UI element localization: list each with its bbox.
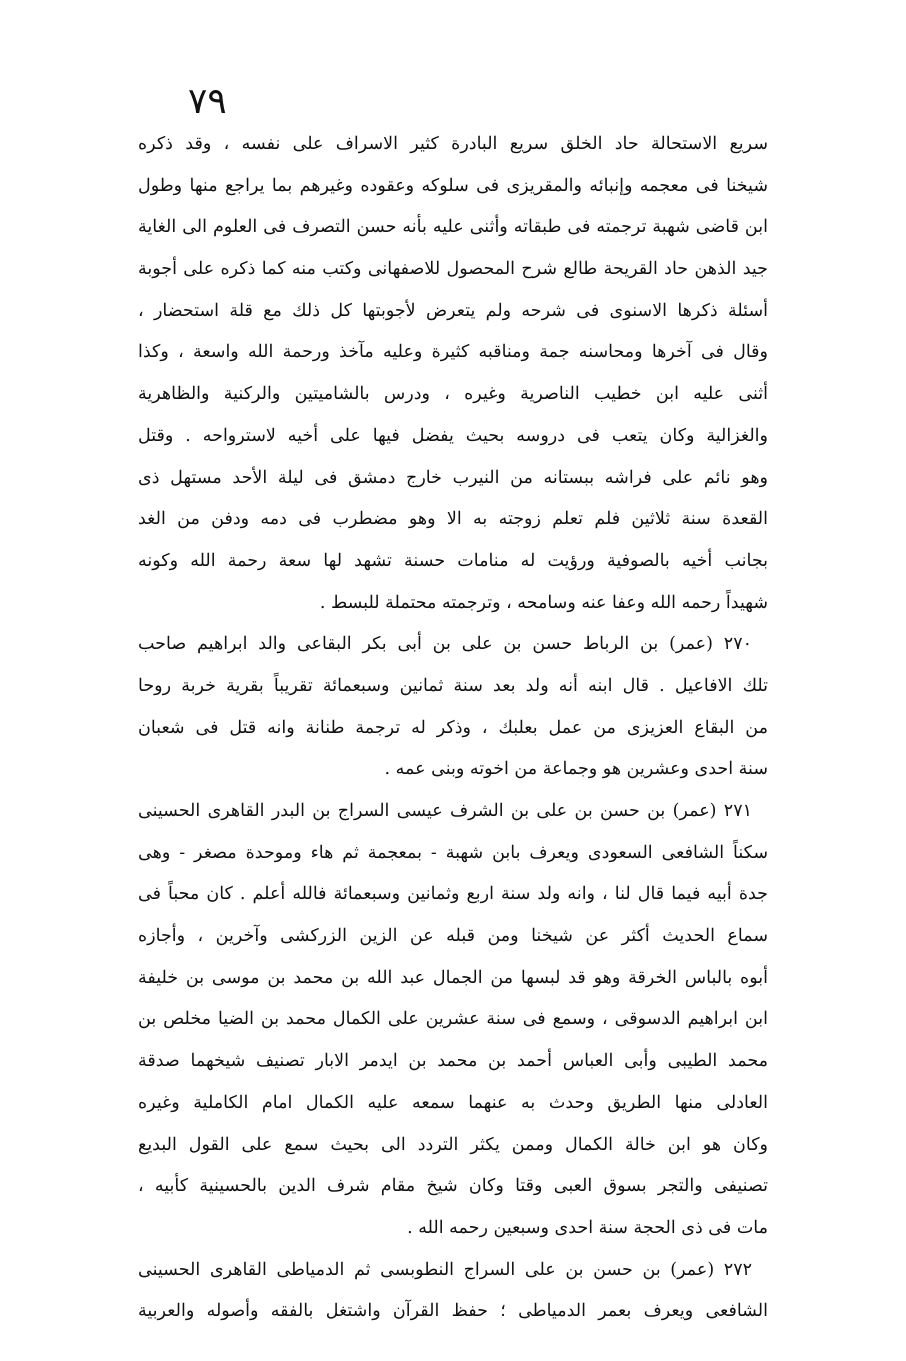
text-line: بجانب أخيه بالصوفية ورؤيت له منامات حسنة تشهد لها سعة رحمة الله وكونه bbox=[138, 550, 768, 571]
text-line: العادلى منها الطريق وحدث به عنهما سمعه عليه الكمال امام الكاملية وغيره bbox=[138, 1092, 768, 1113]
text-line: تلك الافاعيل . قال ابنه أنه ولد بعد سنة ثمانين وسبعمائة تقريباً بقرية خربة روحا bbox=[138, 675, 768, 696]
text-line: تصنيفى والتجر بسوق العبى وقتا وكان شيخ مقام شرف الدين بالحسينية كأبيه ، bbox=[138, 1176, 768, 1197]
text-line: محمد الطيبى وأبى العباس أحمد بن محمد بن ايدمر الابار تصنيف شيخهما صدقة bbox=[138, 1051, 768, 1072]
text-line: أثنى عليه ابن خطيب الناصرية وغيره ، ودرس بالشاميتين والركنية والظاهرية bbox=[138, 384, 768, 405]
text-line: الشافعى ويعرف بعمر الدمياطى ؛ حفظ القرآن واشتغل بالفقه وأصوله والعربية bbox=[138, 1301, 768, 1322]
text-line: شيخنا فى معجمه وإنبائه والمقريزى فى سلوكه وعقوده وغيرهم بما يراجع منها وطول bbox=[138, 175, 768, 196]
text-line: مات فى ذى الحجة سنة احدى وسبعين رحمه الله . bbox=[407, 1217, 768, 1238]
text-line: سماع الحديث أكثر عن شيخنا ومن قبله عن الزين الزركشى وآخرين ، وأجازه bbox=[138, 926, 768, 947]
text-line: جدة أبيه فيما قال لنا ، وانه ولد سنة اربع وثمانين وسبعمائة فالله أعلم . كان محباً فى bbox=[138, 884, 768, 905]
text-line: والغزالية وكان يتعب فى دروسه بحيث يفضل فيها على أخيه لاسترواحه . وقتل bbox=[138, 425, 768, 446]
text-line: سكناً الشافعى السعودى ويعرف بابن شهبة - بمعجمة ثم هاء وموحدة مصغر - وهى bbox=[138, 842, 768, 863]
text-line: وهو نائم على فراشه ببستانه من النيرب خارج دمشق فى ليلة الأحد مستهل ذى bbox=[138, 467, 768, 488]
entry-first-line: ٢٧٢ (عمر) بن حسن بن على السراج النطوبسى ثم الدمياطى القاهرى الحسينى bbox=[138, 1259, 752, 1280]
text-line: وكان هو ابن خالة الكمال وممن يكثر التردد الى بحيث سمع على القول البديع bbox=[138, 1134, 768, 1155]
text-line: ابن قاضى شهبة ترجمته فى طبقاته وأثنى عليه بأنه حسن التصرف فى العلوم الى الغاية bbox=[138, 217, 768, 238]
text-line: من البقاع العزيزى من عمل بعلبك ، وذكر له ترجمة طنانة وانه قتل فى شعبان bbox=[138, 717, 768, 738]
text-line: أبوه بالباس الخرقة وهو قد لبسها من الجمال عبد الله بن محمد بن موسى بن خليفة bbox=[138, 967, 768, 988]
text-line: القعدة سنة ثلاثين فلم تعلم زوجته به الا وهو مضطرب فى دمه ودفن من الغد bbox=[138, 509, 768, 530]
text-line: وقال فى آخرها ومحاسنه جمة ومناقبه كثيرة وعليه مآخذ ورحمة الله واسعة ، وكذا bbox=[138, 342, 768, 363]
text-line: شهيداً رحمه الله وعفا عنه وسامحه ، وترجمته محتملة للبسط . bbox=[319, 592, 768, 613]
entry-first-line: ٢٧١ (عمر) بن حسن بن على بن الشرف عيسى السراج بن البدر القاهرى الحسينى bbox=[138, 801, 752, 821]
text-line: أسئلة ذكرها الاسنوى فى شرحه ولم يتعرض لأجوبتها كل ذلك مع قلة استحضار ، bbox=[138, 300, 768, 321]
text-line: ابن ابراهيم الدسوقى ، وسمع فى سنة عشرين على الكمال محمد بن الضيا مخلص بن bbox=[138, 1009, 768, 1030]
text-line: سنة احدى وعشرين هو وجماعة من اخوته وبنى عمه . bbox=[384, 759, 768, 780]
text-line: سريع الاستحالة حاد الخلق سريع البادرة كثير الاسراف على نفسه ، وقد ذكره bbox=[138, 134, 768, 154]
entry-first-line: ٢٧٠ (عمر) بن الرباط حسن بن على بن أبى بكر البقاعى والد ابراهيم صاحب bbox=[138, 634, 752, 655]
page-number: ٧٩ bbox=[188, 81, 227, 122]
body-text bbox=[138, 124, 768, 1333]
text-line: جيد الذهن حاد القريحة طالع شرح المحصول للاصفهانى وكتب منه كما ذكره على أجوبة bbox=[138, 259, 768, 280]
